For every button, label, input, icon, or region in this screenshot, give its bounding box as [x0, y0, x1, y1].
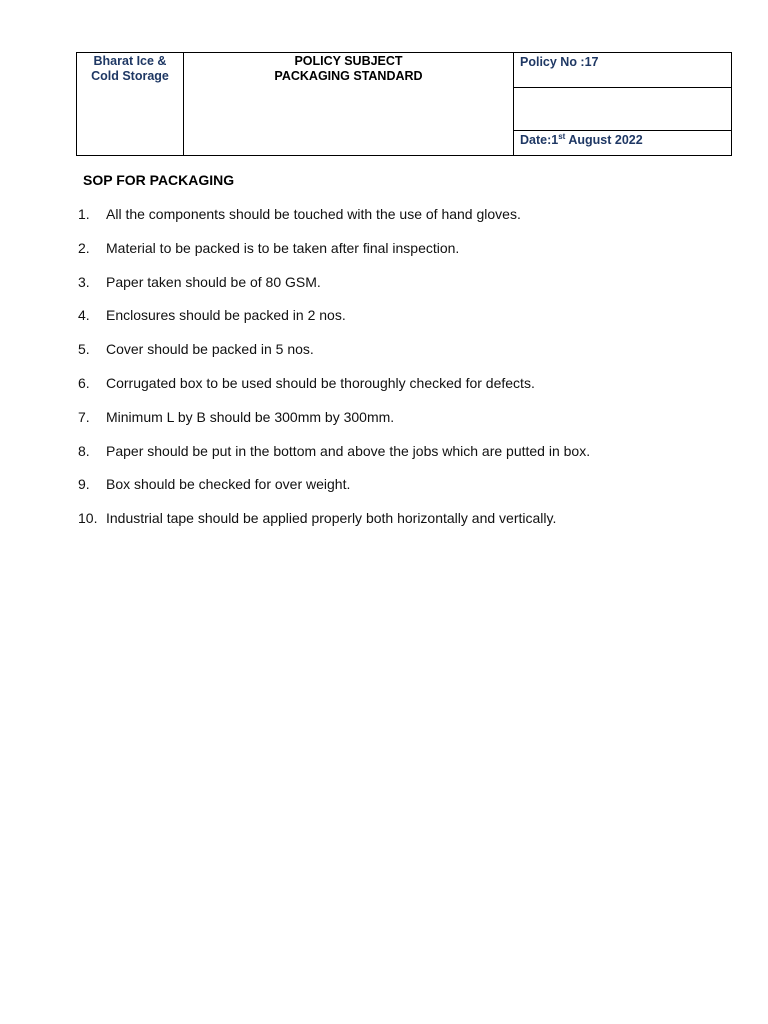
step-text: Paper should be put in the bottom and above the jobs which are putted in box.: [106, 442, 591, 459]
sop-step: [78, 475, 738, 509]
step-text: Paper taken should be of 80 GSM.: [106, 273, 321, 290]
step-number: 10.: [78, 510, 98, 527]
policy-subject-label: POLICY SUBJECT: [294, 54, 403, 68]
policy-date: [520, 133, 643, 147]
step-number: 8.: [78, 442, 90, 459]
sop-step: [78, 273, 738, 307]
step-number: 5.: [78, 341, 90, 358]
sop-step: [78, 205, 738, 239]
step-number: 3.: [78, 273, 90, 290]
step-text: Cover should be packed in 5 nos.: [106, 341, 314, 358]
sop-step: [78, 408, 738, 442]
policy-subject-cell: [184, 53, 514, 155]
step-text: Material to be packed is to be taken after final inspection.: [106, 239, 460, 256]
step-number: 7.: [78, 408, 90, 425]
step-number: 4.: [78, 307, 90, 324]
step-text: Industrial tape should be applied properly both horizontally and vertically.: [106, 510, 557, 527]
date-prefix: Date:1: [520, 133, 559, 147]
step-text: Minimum L by B should be 300mm by 300mm.: [106, 408, 395, 425]
section-title: SOP FOR PACKAGING: [83, 172, 235, 188]
blank-meta-row: [514, 88, 731, 131]
policy-date-row: [514, 131, 731, 155]
step-text: Enclosures should be packed in 2 nos.: [106, 307, 346, 324]
step-number: 6.: [78, 374, 90, 391]
step-number: 2.: [78, 239, 90, 256]
sop-step: [78, 374, 738, 408]
sop-step-list: [78, 205, 738, 543]
step-text: All the components should be touched with the use of hand gloves.: [106, 206, 521, 222]
step-text: Box should be checked for over weight.: [106, 476, 351, 493]
policy-number: Policy No :17: [520, 55, 599, 69]
policy-subject-title: PACKAGING STANDARD: [274, 69, 423, 83]
sop-step: [78, 509, 738, 543]
sop-step: [78, 239, 738, 273]
company-name-line2: Cold Storage: [91, 69, 169, 83]
policy-header-table: [76, 52, 732, 156]
date-ordinal: st: [558, 132, 566, 141]
step-text: Corrugated box to be used should be thoroughly checked for defects.: [106, 374, 535, 391]
company-name-line1: Bharat Ice &: [93, 54, 167, 68]
policy-number-row: [514, 53, 731, 88]
sop-step: [78, 442, 738, 476]
sop-step: [78, 306, 738, 340]
company-cell: [77, 53, 184, 155]
step-number: 9.: [78, 476, 90, 493]
policy-meta-cell: [514, 53, 731, 155]
step-number: 1.: [78, 206, 90, 222]
date-suffix: August 2022: [565, 133, 643, 147]
sop-step: [78, 340, 738, 374]
